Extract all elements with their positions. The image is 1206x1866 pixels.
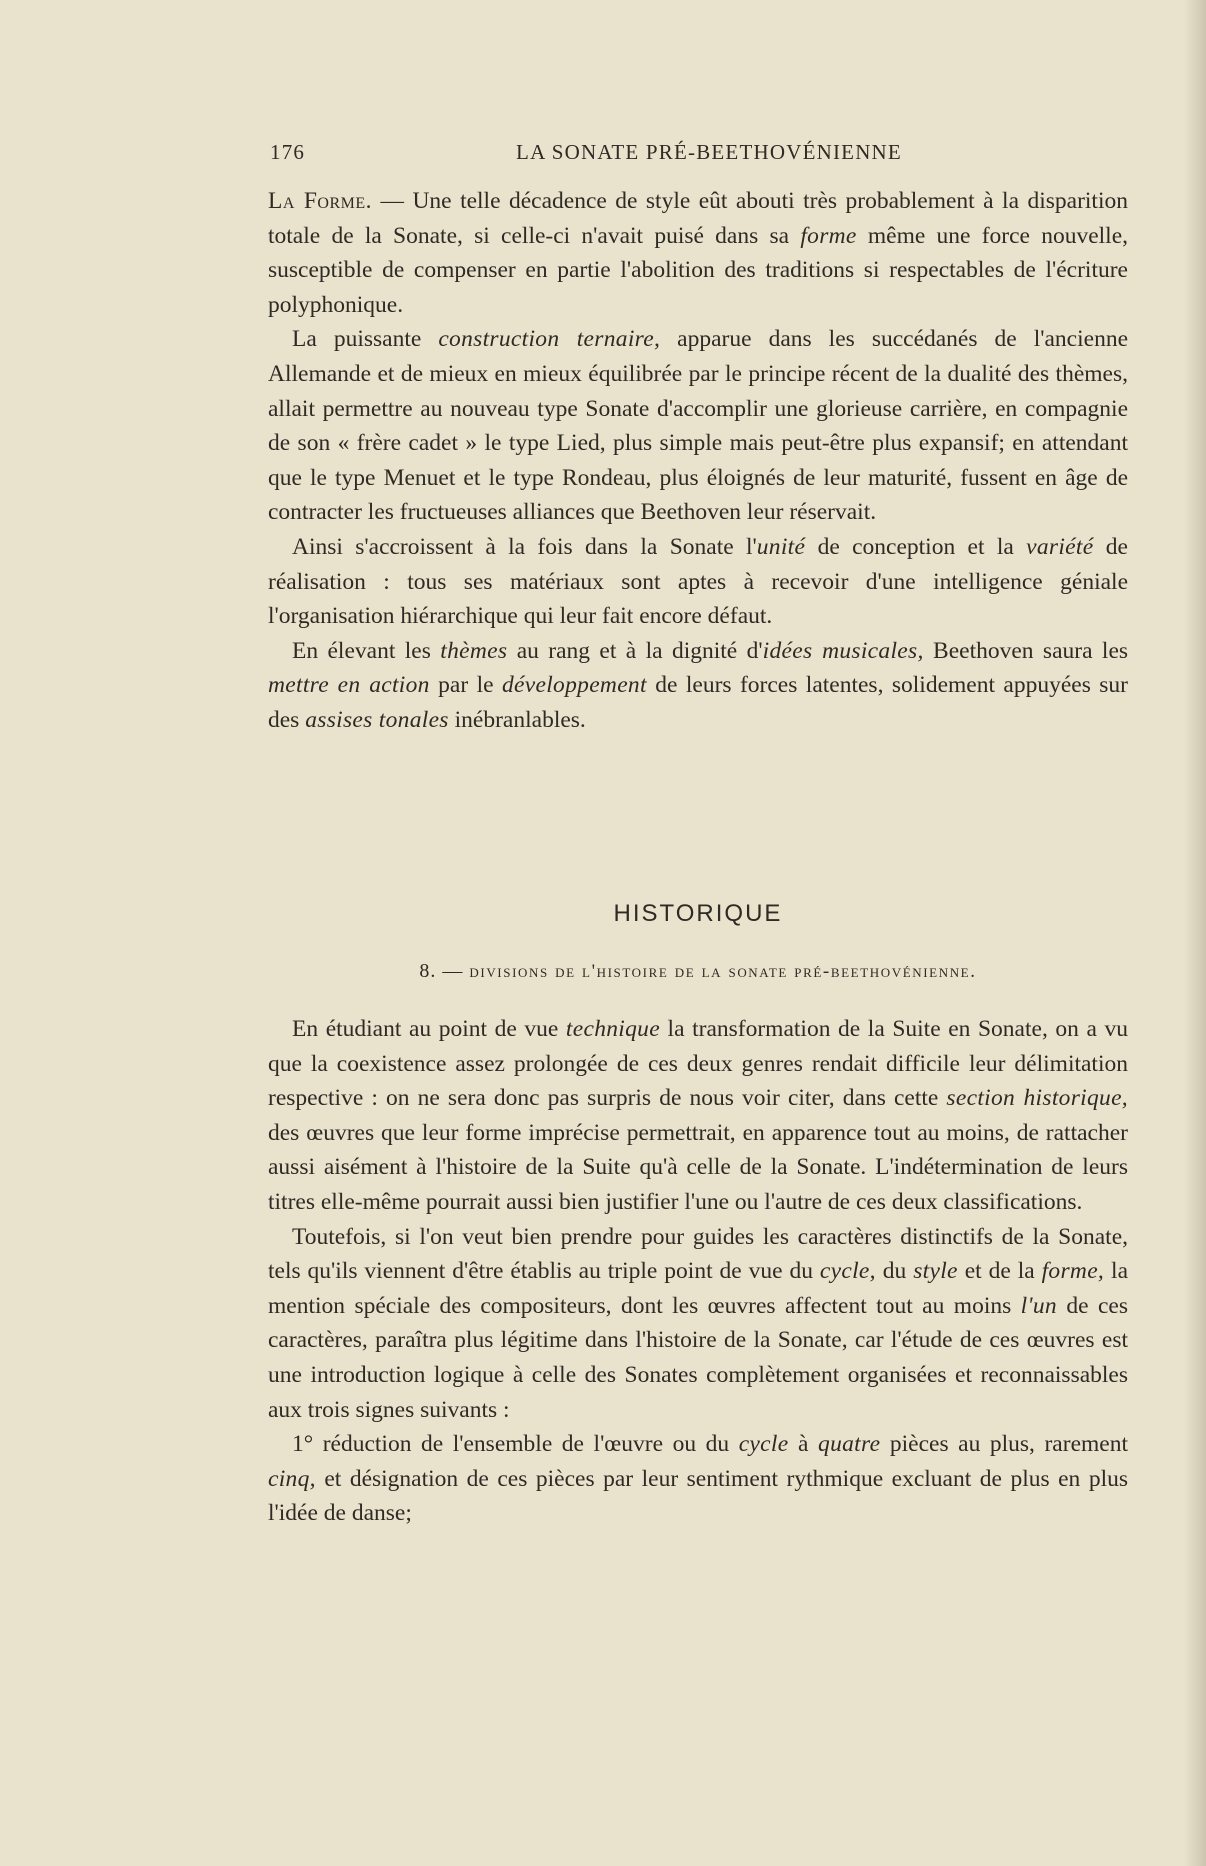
text-run: et désignation de ces pièces par leur sentiment rythmique excluant de plus en plus l'idée de danse; [268,1465,1128,1527]
text-run: de conception et la [805,533,1027,560]
text-run: — Une telle décadence de style eût abouti très probablement à la disparition totale de la Sonate, si celle-ci n'avait puisé dans sa [268,188,1128,249]
page-header [270,140,1128,170]
text-run: par le [429,672,502,699]
paragraph-unite [268,530,1128,634]
text-run: pièces au plus, rarement [880,1431,1128,1458]
historique-text [268,1012,1128,1531]
text-run: la transformation de la Suite en Sonate, on a vu que la coexistence assez prolongée de ces deux genres rendait difficile leur délimitation respective : on ne sera donc pas surpris de nous voir citer, dans cette [268,1016,1129,1112]
italic-term: unité [756,533,806,560]
section-title: HISTORIQUE [613,900,783,927]
text-run: de leurs forces latentes, solidement appuyées sur des [268,672,1128,733]
subsection-number: 8. — [419,960,464,982]
text-run: Ainsi s'accroissent à la fois dans la Sonate l' [292,533,757,560]
italic-term: idées musicales, [762,637,924,664]
italic-term: mettre en action [268,672,430,699]
italic-term: cinq, [268,1465,316,1492]
italic-term: thèmes [440,637,508,664]
text-run: à [788,1431,819,1458]
text-run: et de la [957,1258,1042,1285]
italic-term: variété [1026,533,1094,560]
text-run: des œuvres que leur forme imprécise permettrait, en apparence tout au moins, de rattacher aussi aisément à l'histoire de la Suite qu'à celle de la Sonate. L'indétermination de leurs titres elle-même pourrait aussi bien justifier l'une ou l'autre de ces deux classifications. [268,1119,1128,1215]
italic-term: quatre [818,1431,881,1458]
paragraph-themes [268,634,1128,738]
paragraph-construction [268,322,1128,530]
text-run: au rang et à la dignité d' [507,637,763,664]
text-run: de ces caractères, paraîtra plus légitime dans l'histoire de la Sonate, car l'étude de ces œuvres est une introduction logique à celle des Sonates complètement organisées et reconnaissables aux trois signes suivants : [268,1292,1128,1423]
italic-term: construction ternaire, [438,326,661,353]
page-edge-shadow [1184,0,1206,1866]
intro-text [268,184,1128,738]
text-run: La puissante [292,326,439,353]
text-run: Beethoven saura les [923,637,1129,664]
text-run: du [875,1258,914,1285]
italic-term: forme, [1041,1258,1105,1285]
italic-term: style [913,1258,958,1285]
paragraph-la-forme [268,184,1128,322]
text-run: même une force nouvelle, susceptible de compenser en partie l'abolition des traditions si respectables de l'écriture polyphonique. [268,222,1129,318]
paragraph-technique [268,1012,1128,1220]
text-run: la mention spéciale des compositeurs, dont les œuvres affectent tout au moins [268,1258,1128,1319]
list-item-1 [268,1427,1128,1531]
text-run: Toutefois, si l'on veut bien prendre pour guides les caractères distinctifs de la Sonate, tels qu'ils viennent d'être établis au triple point de vue du [268,1223,1128,1285]
italic-term: technique [565,1016,660,1042]
italic-term: cycle, [819,1258,876,1285]
italic-term: cycle [738,1431,789,1458]
text-run: En étudiant au point de vue [292,1016,566,1042]
running-head: LA SONATE PRÉ-BEETHOVÉNIENNE [516,140,902,164]
subsection-title: divisions de l'histoire de la sonate pré-beethovénienne. [469,961,977,982]
text-run: apparue dans les succédanés de l'ancienne Allemande et de mieux en mieux équilibrée par le principe récent de la dualité des thèmes, allait permettre au nouveau type Sonate d'accomplir une glorieuse carrière, en compagnie de son « frère cadet » le type Lied, plus simple mais peut-être plus expansif; en attendant que le type Menuet et le type Rondeau, plus éloignés de leur maturité, fussent en âge de contracter les fructueuses alliances que Beethoven leur réservait. [268,326,1129,526]
italic-term: l'un [1020,1292,1057,1319]
italic-term: développement [501,672,647,699]
text-run: inébranlables. [448,706,586,733]
paragraph-toutefois [268,1220,1128,1428]
text-run: En élevant les [292,637,441,664]
italic-term: forme [800,222,857,249]
text-run: de réalisation : tous ses matériaux sont aptes à recevoir d'une intelligence géniale l'organisation hiérarchique qui leur fait encore défaut. [268,533,1128,630]
italic-term: section historique, [946,1085,1128,1112]
subsection-heading [268,960,1128,983]
text-run: 1° réduction de l'ensemble de l'œuvre ou du [292,1431,739,1458]
italic-term: assises tonales [305,706,449,733]
page-number: 176 [270,140,306,164]
paragraph-lead: La Forme. [268,188,373,214]
